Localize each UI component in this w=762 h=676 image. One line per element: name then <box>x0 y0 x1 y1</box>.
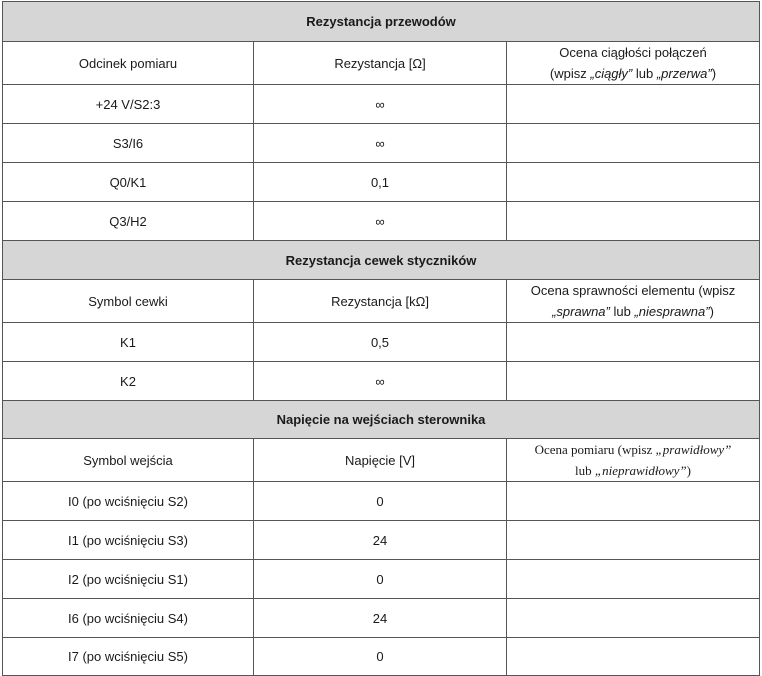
input-symbol-cell: I7 (po wciśnięciu S5) <box>3 638 254 676</box>
header-text: lub <box>575 463 595 478</box>
assessment-cell[interactable] <box>507 521 760 560</box>
header-line-2 <box>511 301 755 322</box>
column-header-coil-symbol: Symbol cewki <box>3 280 254 323</box>
table-row <box>3 85 760 124</box>
header-option: „nieprawidłowy” <box>594 463 687 478</box>
column-header-segment: Odcinek pomiaru <box>3 42 254 85</box>
header-line-2 <box>511 460 755 481</box>
assessment-cell[interactable] <box>507 482 760 521</box>
assessment-cell[interactable] <box>507 85 760 124</box>
input-symbol-cell: I6 (po wciśnięciu S4) <box>3 599 254 638</box>
header-text: (wpisz <box>549 66 591 81</box>
voltage-cell: 0 <box>254 482 507 521</box>
header-text: ) <box>686 463 691 478</box>
input-symbol-cell: I0 (po wciśnięciu S2) <box>3 482 254 521</box>
section-title: Rezystancja przewodów <box>3 2 760 42</box>
header-text: ) <box>711 66 717 81</box>
table-row <box>3 124 760 163</box>
table-row <box>3 202 760 241</box>
resistance-cell: 0,1 <box>254 163 507 202</box>
header-option: „ciągły” <box>590 66 633 81</box>
section-header-input-voltage <box>3 401 760 439</box>
voltage-cell: 24 <box>254 521 507 560</box>
column-header-resistance: Rezystancja [kΩ] <box>254 280 507 323</box>
segment-cell: +24 V/S2:3 <box>3 85 254 124</box>
table-row <box>3 560 760 599</box>
segment-cell: Q0/K1 <box>3 163 254 202</box>
resistance-cell: ∞ <box>254 124 507 163</box>
column-header-voltage: Napięcie [V] <box>254 439 507 482</box>
resistance-cell: ∞ <box>254 202 507 241</box>
table-row <box>3 323 760 362</box>
resistance-cell: ∞ <box>254 362 507 401</box>
column-header-assessment <box>507 42 760 85</box>
input-symbol-cell: I1 (po wciśnięciu S3) <box>3 521 254 560</box>
header-text: Ocena pomiaru (wpisz <box>534 442 656 457</box>
column-header-row <box>3 280 760 323</box>
input-symbol-cell: I2 (po wciśnięciu S1) <box>3 560 254 599</box>
header-option: „prawidłowy” <box>655 442 732 457</box>
column-header-assessment <box>507 280 760 323</box>
section-title: Napięcie na wejściach sterownika <box>3 401 760 439</box>
header-option: „niesprawna” <box>634 304 710 319</box>
header-text: lub <box>632 66 657 81</box>
assessment-cell[interactable] <box>507 163 760 202</box>
table-row <box>3 599 760 638</box>
column-header-row <box>3 439 760 482</box>
segment-cell: S3/I6 <box>3 124 254 163</box>
section-title: Rezystancja cewek styczników <box>3 241 760 280</box>
table-row <box>3 521 760 560</box>
header-line-1: Ocena sprawności elementu (wpisz <box>530 283 736 298</box>
column-header-input-symbol: Symbol wejścia <box>3 439 254 482</box>
column-header-row <box>3 42 760 85</box>
table-row <box>3 163 760 202</box>
section-header-wire-resistance <box>3 2 760 42</box>
measurement-table <box>2 1 760 676</box>
table-row <box>3 482 760 521</box>
header-text: lub <box>609 304 635 319</box>
assessment-cell[interactable] <box>507 202 760 241</box>
header-line-1 <box>511 439 755 460</box>
header-option: „sprawna” <box>552 304 610 319</box>
column-header-assessment <box>507 439 760 482</box>
voltage-cell: 0 <box>254 560 507 599</box>
header-line-1: Ocena ciągłości połączeń <box>559 45 707 60</box>
table-row <box>3 362 760 401</box>
assessment-cell[interactable] <box>507 362 760 401</box>
column-header-resistance: Rezystancja [Ω] <box>254 42 507 85</box>
header-line-2 <box>511 63 755 84</box>
assessment-cell[interactable] <box>507 124 760 163</box>
coil-symbol-cell: K2 <box>3 362 254 401</box>
section-header-coil-resistance <box>3 241 760 280</box>
header-option: „przerwa” <box>656 66 712 81</box>
segment-cell: Q3/H2 <box>3 202 254 241</box>
voltage-cell: 0 <box>254 638 507 676</box>
header-text: ) <box>709 304 714 319</box>
assessment-cell[interactable] <box>507 560 760 599</box>
assessment-cell[interactable] <box>507 599 760 638</box>
assessment-cell[interactable] <box>507 323 760 362</box>
coil-symbol-cell: K1 <box>3 323 254 362</box>
resistance-cell: ∞ <box>254 85 507 124</box>
voltage-cell: 24 <box>254 599 507 638</box>
resistance-cell: 0,5 <box>254 323 507 362</box>
